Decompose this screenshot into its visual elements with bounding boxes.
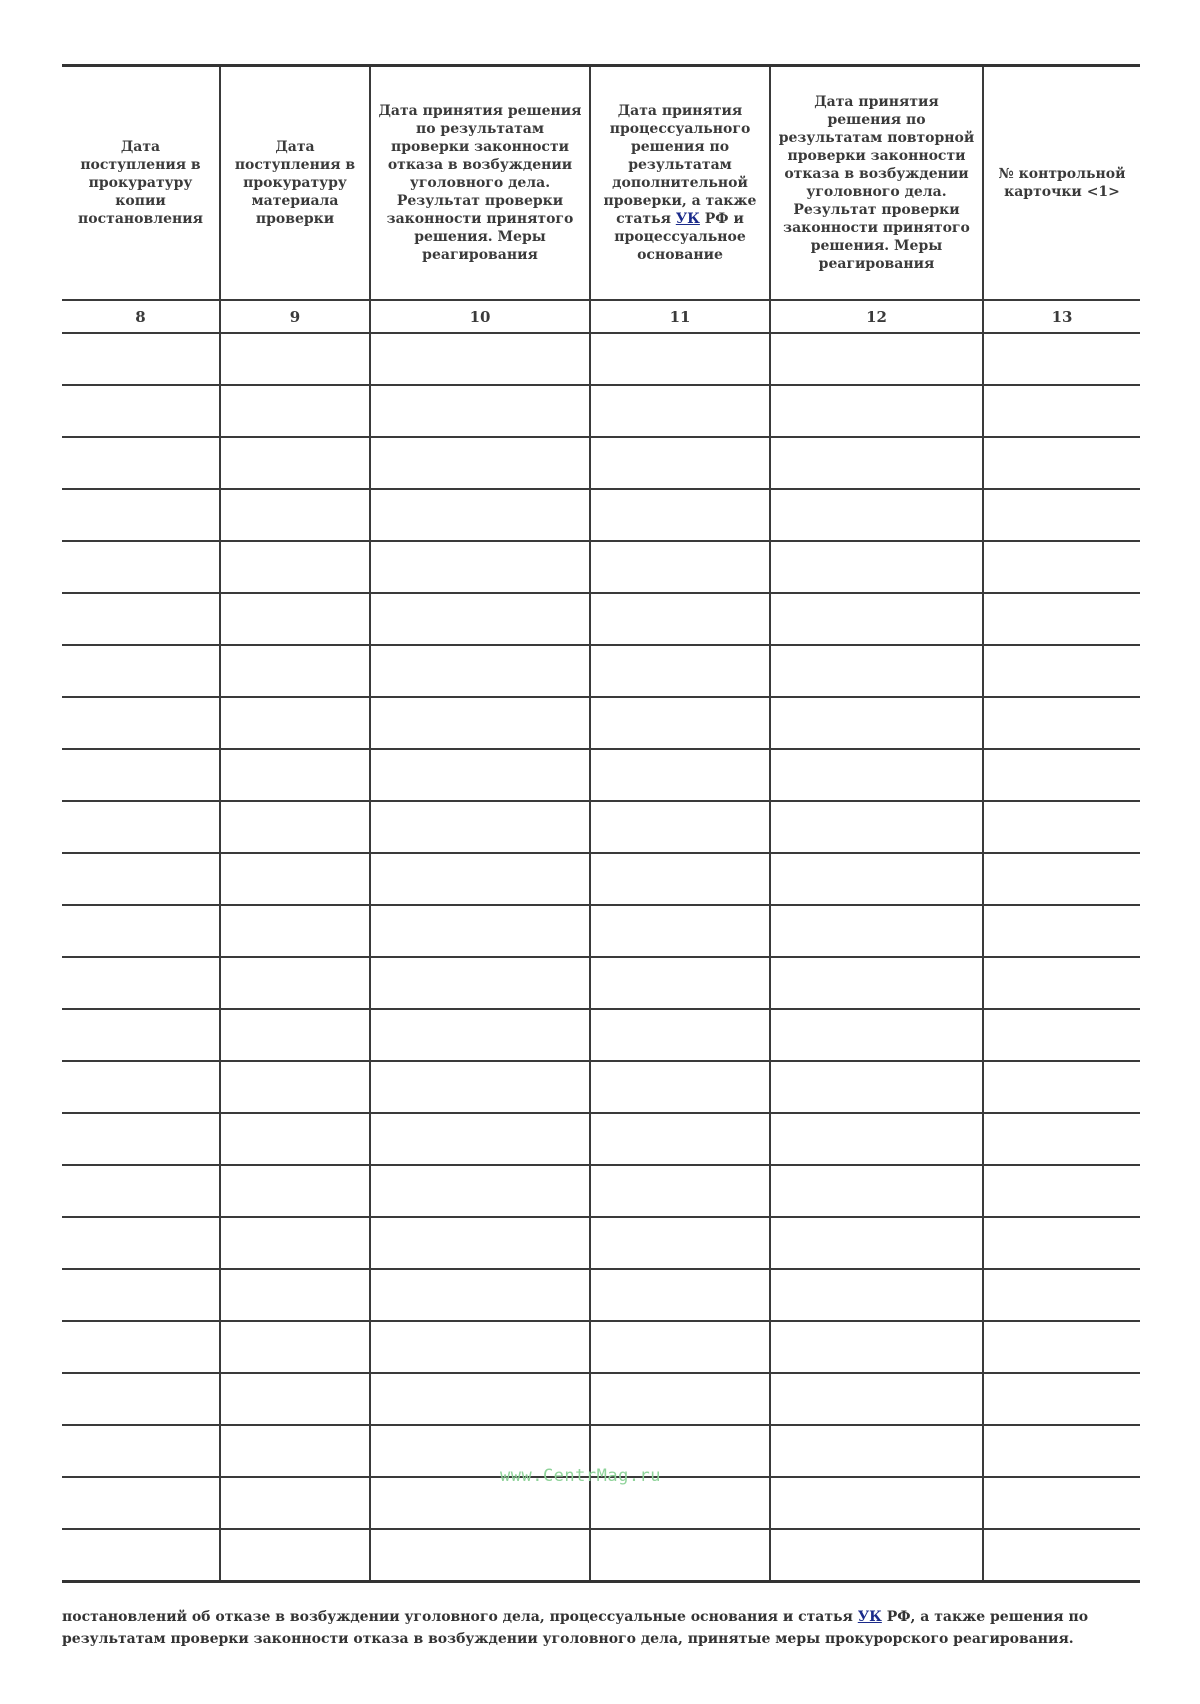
table-cell[interactable] xyxy=(983,1113,1140,1165)
table-cell[interactable] xyxy=(62,489,220,541)
footnote-text xyxy=(62,1606,1142,1650)
table-cell[interactable] xyxy=(220,333,370,385)
table-cell[interactable] xyxy=(62,801,220,853)
table-cell[interactable] xyxy=(62,1113,220,1165)
table-cell[interactable] xyxy=(590,593,770,645)
table-cell[interactable] xyxy=(983,1425,1140,1477)
table-cell[interactable] xyxy=(590,489,770,541)
table-cell[interactable] xyxy=(770,1425,983,1477)
column-header-9: Дата поступления в прокуратуру материала проверки xyxy=(220,66,370,301)
table-cell[interactable] xyxy=(590,853,770,905)
table-cell[interactable] xyxy=(370,905,590,957)
table-cell[interactable] xyxy=(220,593,370,645)
table-cell[interactable] xyxy=(62,1009,220,1061)
table-cell[interactable] xyxy=(220,1113,370,1165)
column-header-13: № контрольной карточки <1> xyxy=(983,66,1140,301)
table-row xyxy=(62,801,1140,853)
table-row xyxy=(62,593,1140,645)
table-cell[interactable] xyxy=(590,1113,770,1165)
column-header-11 xyxy=(590,66,770,301)
table-cell[interactable] xyxy=(370,1529,590,1582)
table-row xyxy=(62,1009,1140,1061)
table-cell[interactable] xyxy=(220,1425,370,1477)
table-cell[interactable] xyxy=(983,1321,1140,1373)
table-cell[interactable] xyxy=(983,957,1140,1009)
table-cell[interactable] xyxy=(770,697,983,749)
column-number-13: 13 xyxy=(983,300,1140,333)
table-row xyxy=(62,489,1140,541)
table-row xyxy=(62,333,1140,385)
table-cell[interactable] xyxy=(370,1373,590,1425)
table-cell[interactable] xyxy=(62,333,220,385)
header-row xyxy=(62,66,1140,301)
table-cell[interactable] xyxy=(370,697,590,749)
table-cell[interactable] xyxy=(62,749,220,801)
table-cell[interactable] xyxy=(983,1529,1140,1582)
table-cell[interactable] xyxy=(62,1373,220,1425)
table-cell[interactable] xyxy=(370,1061,590,1113)
table-cell[interactable] xyxy=(370,1009,590,1061)
table-cell[interactable] xyxy=(770,1009,983,1061)
table-cell[interactable] xyxy=(590,1373,770,1425)
table-row xyxy=(62,1165,1140,1217)
register-table xyxy=(62,64,1140,1583)
table-cell[interactable] xyxy=(62,1425,220,1477)
table-cell[interactable] xyxy=(62,437,220,489)
table-cell[interactable] xyxy=(370,1113,590,1165)
footnote-uk-link[interactable]: УК xyxy=(857,1609,882,1625)
table-cell[interactable] xyxy=(62,1321,220,1373)
table-cell[interactable] xyxy=(62,957,220,1009)
table-cell[interactable] xyxy=(590,333,770,385)
table-cell[interactable] xyxy=(983,1373,1140,1425)
table-cell[interactable] xyxy=(770,1321,983,1373)
table-cell[interactable] xyxy=(770,541,983,593)
table-cell[interactable] xyxy=(62,853,220,905)
table-cell[interactable] xyxy=(770,645,983,697)
table-cell[interactable] xyxy=(220,1217,370,1269)
table-row xyxy=(62,1217,1140,1269)
table-cell[interactable] xyxy=(62,1269,220,1321)
table-cell[interactable] xyxy=(590,1061,770,1113)
table-cell[interactable] xyxy=(983,1269,1140,1321)
table-cell[interactable] xyxy=(590,697,770,749)
column-number-10: 10 xyxy=(370,300,590,333)
table-cell[interactable] xyxy=(770,593,983,645)
table-body xyxy=(62,333,1140,1582)
table-cell[interactable] xyxy=(370,1321,590,1373)
table-cell[interactable] xyxy=(983,645,1140,697)
table-cell[interactable] xyxy=(220,749,370,801)
table-cell[interactable] xyxy=(220,1373,370,1425)
table-cell[interactable] xyxy=(220,1165,370,1217)
column-number-11: 11 xyxy=(590,300,770,333)
watermark-text: www.CentrMag.ru xyxy=(500,1466,662,1486)
table-cell[interactable] xyxy=(370,1269,590,1321)
table-cell[interactable] xyxy=(220,957,370,1009)
table-row xyxy=(62,1321,1140,1373)
table-cell[interactable] xyxy=(590,385,770,437)
table-cell[interactable] xyxy=(983,1165,1140,1217)
table-cell[interactable] xyxy=(220,1269,370,1321)
table-cell[interactable] xyxy=(220,385,370,437)
table-cell[interactable] xyxy=(220,1061,370,1113)
table-cell[interactable] xyxy=(62,593,220,645)
table-cell[interactable] xyxy=(770,1529,983,1582)
table-cell[interactable] xyxy=(62,905,220,957)
table-row xyxy=(62,697,1140,749)
table-cell[interactable] xyxy=(770,1269,983,1321)
table-cell[interactable] xyxy=(220,1009,370,1061)
table-cell[interactable] xyxy=(370,1165,590,1217)
table-cell[interactable] xyxy=(983,853,1140,905)
table-cell[interactable] xyxy=(62,385,220,437)
column-header-11-text-end: РФ и процессуальное основание xyxy=(614,211,746,263)
table-cell[interactable] xyxy=(983,333,1140,385)
table-cell[interactable] xyxy=(770,489,983,541)
table-cell[interactable] xyxy=(590,1217,770,1269)
table-cell[interactable] xyxy=(220,905,370,957)
table-cell[interactable] xyxy=(62,541,220,593)
table-cell[interactable] xyxy=(62,1529,220,1582)
table-cell[interactable] xyxy=(370,957,590,1009)
table-cell[interactable] xyxy=(983,749,1140,801)
table-cell[interactable] xyxy=(220,697,370,749)
table-cell[interactable] xyxy=(983,437,1140,489)
table-cell[interactable] xyxy=(983,905,1140,957)
table-cell[interactable] xyxy=(220,1321,370,1373)
table-cell[interactable] xyxy=(62,1477,220,1529)
table-row xyxy=(62,1529,1140,1582)
table-cell[interactable] xyxy=(590,801,770,853)
table-cell[interactable] xyxy=(370,541,590,593)
table-cell[interactable] xyxy=(62,1061,220,1113)
table-row xyxy=(62,853,1140,905)
table-cell[interactable] xyxy=(770,905,983,957)
table-cell[interactable] xyxy=(590,749,770,801)
table-cell[interactable] xyxy=(220,1477,370,1529)
table-cell[interactable] xyxy=(983,1217,1140,1269)
table-cell[interactable] xyxy=(590,1269,770,1321)
table-cell[interactable] xyxy=(770,957,983,1009)
table-cell[interactable] xyxy=(770,437,983,489)
table-row xyxy=(62,749,1140,801)
table-cell[interactable] xyxy=(220,853,370,905)
table-cell[interactable] xyxy=(590,541,770,593)
table-cell[interactable] xyxy=(590,1321,770,1373)
table-row xyxy=(62,1373,1140,1425)
table-cell[interactable] xyxy=(590,645,770,697)
column-header-10: Дата принятия решения по результатам проверки законности отказа в возбуждении уголовного дела. Результат проверки законности принятого решения. Меры реагирования xyxy=(370,66,590,301)
table-cell[interactable] xyxy=(770,1061,983,1113)
table-cell[interactable] xyxy=(220,541,370,593)
table-cell[interactable] xyxy=(983,541,1140,593)
table-cell[interactable] xyxy=(770,1477,983,1529)
table-cell[interactable] xyxy=(590,1165,770,1217)
uk-link[interactable]: УК xyxy=(675,211,700,227)
table-cell[interactable] xyxy=(983,385,1140,437)
table-cell[interactable] xyxy=(220,801,370,853)
table-cell[interactable] xyxy=(370,1217,590,1269)
table-cell[interactable] xyxy=(370,749,590,801)
table-row xyxy=(62,1113,1140,1165)
table-cell[interactable] xyxy=(62,1165,220,1217)
table-cell[interactable] xyxy=(220,645,370,697)
table-cell[interactable] xyxy=(62,645,220,697)
table-cell[interactable] xyxy=(370,801,590,853)
table-cell[interactable] xyxy=(220,489,370,541)
table-cell[interactable] xyxy=(62,1217,220,1269)
column-number-8: 8 xyxy=(62,300,220,333)
table-cell[interactable] xyxy=(770,853,983,905)
column-number-12: 12 xyxy=(770,300,983,333)
table-cell[interactable] xyxy=(983,801,1140,853)
table-cell[interactable] xyxy=(370,489,590,541)
table-cell[interactable] xyxy=(370,853,590,905)
table-row xyxy=(62,385,1140,437)
table-cell[interactable] xyxy=(983,593,1140,645)
table-row xyxy=(62,541,1140,593)
table-row xyxy=(62,645,1140,697)
table-cell[interactable] xyxy=(770,801,983,853)
table-cell[interactable] xyxy=(770,1165,983,1217)
table-row xyxy=(62,957,1140,1009)
table-cell[interactable] xyxy=(370,593,590,645)
column-number-row xyxy=(62,300,1140,333)
column-header-8: Дата поступления в прокуратуру копии постановления xyxy=(78,139,203,227)
column-header-11-text-start: Дата принятия процессуального решения по результатам дополнительной проверки, а также статья xyxy=(603,103,757,227)
table-cell[interactable] xyxy=(983,1061,1140,1113)
table-cell[interactable] xyxy=(590,957,770,1009)
table-cell[interactable] xyxy=(590,1009,770,1061)
table-cell[interactable] xyxy=(770,749,983,801)
table-cell[interactable] xyxy=(62,697,220,749)
table-cell[interactable] xyxy=(770,1113,983,1165)
table-row xyxy=(62,905,1140,957)
table-row xyxy=(62,1269,1140,1321)
table-cell[interactable] xyxy=(590,437,770,489)
table-cell[interactable] xyxy=(370,645,590,697)
table-cell[interactable] xyxy=(983,489,1140,541)
table-cell[interactable] xyxy=(770,1217,983,1269)
table-cell[interactable] xyxy=(370,385,590,437)
table-cell[interactable] xyxy=(590,905,770,957)
column-header-12: Дата принятия решения по результатам повторной проверки законности отказа в возбуждении уголовного дела. Результат проверки законности принятого решения. Меры реагирования xyxy=(770,66,983,301)
table-cell[interactable] xyxy=(370,333,590,385)
table-cell[interactable] xyxy=(370,437,590,489)
table-cell[interactable] xyxy=(983,1477,1140,1529)
table-cell[interactable] xyxy=(983,1009,1140,1061)
table-row xyxy=(62,437,1140,489)
table-cell[interactable] xyxy=(770,385,983,437)
table-cell[interactable] xyxy=(590,1529,770,1582)
column-number-9: 9 xyxy=(220,300,370,333)
footnote-text-end: РФ, а также решения по результатам проверки законности отказа в возбуждении уголовного дела, принятые меры прокурорского реагирования. xyxy=(62,1609,1089,1647)
table-cell[interactable] xyxy=(983,697,1140,749)
table-cell[interactable] xyxy=(220,437,370,489)
footnote-text-start: постановлений об отказе в возбуждении уголовного дела, процессуальные основания и статья xyxy=(62,1609,858,1625)
table-cell[interactable] xyxy=(770,333,983,385)
table-row xyxy=(62,1061,1140,1113)
table-cell[interactable] xyxy=(220,1529,370,1582)
table-cell[interactable] xyxy=(770,1373,983,1425)
